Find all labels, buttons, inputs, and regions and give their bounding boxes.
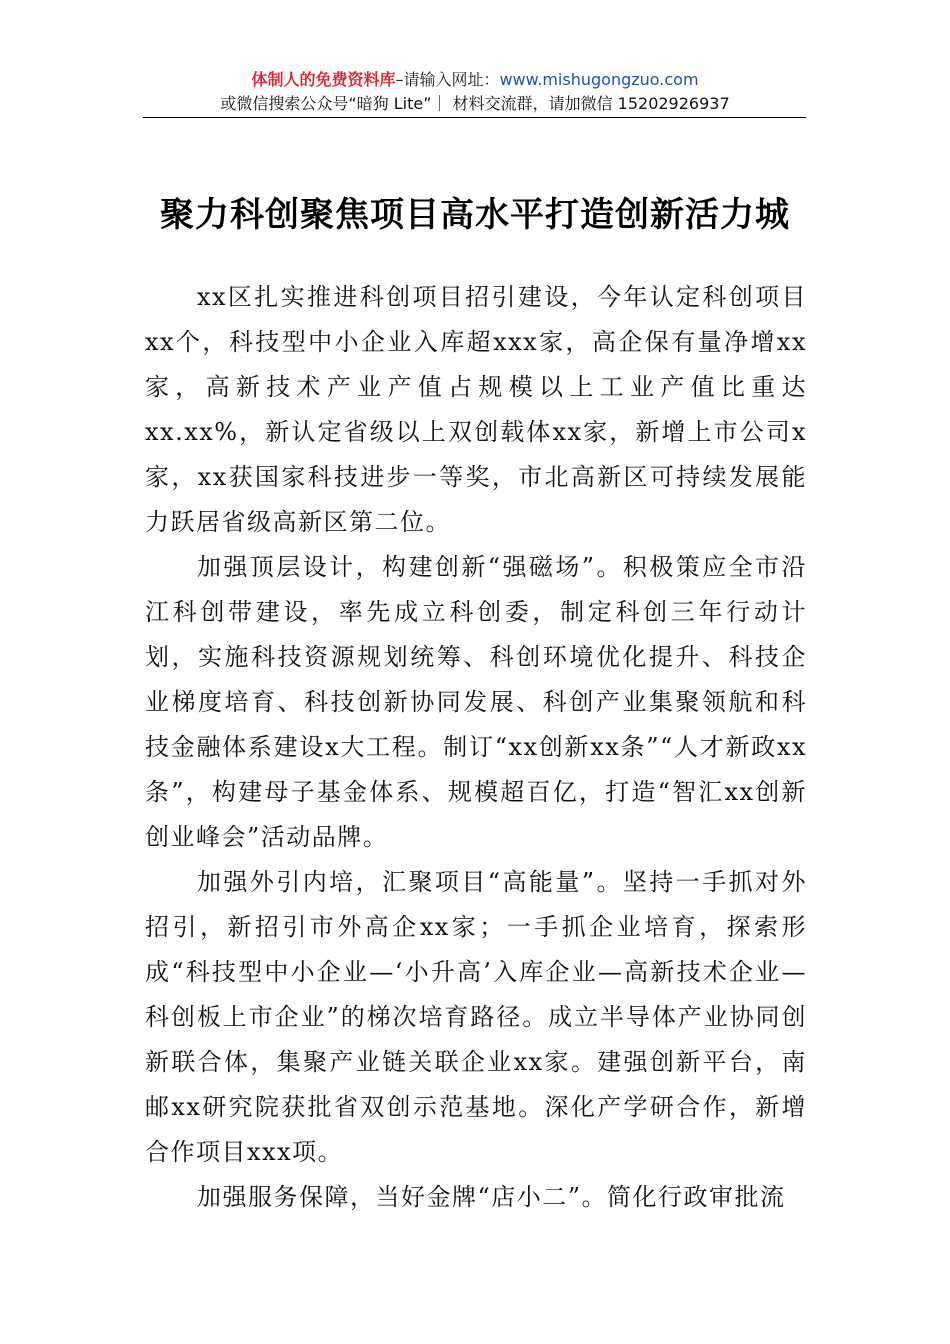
header-prompt: –请输入网址： bbox=[395, 70, 500, 89]
header-divider bbox=[143, 117, 806, 118]
header-brand: 体制人的免费资料库 bbox=[251, 70, 396, 89]
header-contact-line: 或微信搜索公众号“暗狗 Lite”｜ 材料交流群，请加微信 15202926937 bbox=[220, 94, 730, 113]
document-title: 聚力科创聚焦项目高水平打造创新活力城 bbox=[160, 194, 790, 235]
paragraph-4: 加强服务保障，当好金牌“店小二”。简化行政审批流 bbox=[197, 1183, 786, 1211]
paragraph-1: xx区扎实推进科创项目招引建设，今年认定科创项目xx个，科技型中小企业入库超xxx家，高企保有量净增xx家，高新技术产业产值占规模以上工业产值比重达xx.xx%，新认定省级以上双创载体xx家，新增上市公司x家，xx获国家科技进步一等奖，市北高新区可持续发展能力跃居省级高新区第二位。 bbox=[145, 283, 807, 536]
header-promo-line bbox=[0, 68, 950, 92]
page-header bbox=[0, 68, 950, 116]
document-body bbox=[145, 275, 807, 1220]
paragraph-3: 加强外引内培，汇聚项目“高能量”。坚持一手抓对外招引，新招引市外高企xx家；一手抓企业培育，探索形成“科技型中小企业—‘小升高’入库企业—高新技术企业—科创板上市企业”的梯次培育路径。成立半导体产业协同创新联合体，集聚产业链关联企业xx家。建强创新平台，南邮xx研究院获批省双创示范基地。深化产学研合作，新增合作项目xxx项。 bbox=[145, 868, 807, 1166]
header-url-link[interactable]: www.mishugongzuo.com bbox=[499, 70, 699, 89]
paragraph-2: 加强顶层设计，构建创新“强磁场”。积极策应全市沿江科创带建设，率先成立科创委，制定科创三年行动计划，实施科技资源规划统筹、科创环境优化提升、科技企业梯度培育、科技创新协同发展、科创产业集聚领航和科技金融体系建设x大工程。制订“xx创新xx条”“人才新政xx条”，构建母子基金体系、规模超百亿，打造“智汇xx创新创业峰会”活动品牌。 bbox=[145, 553, 807, 851]
